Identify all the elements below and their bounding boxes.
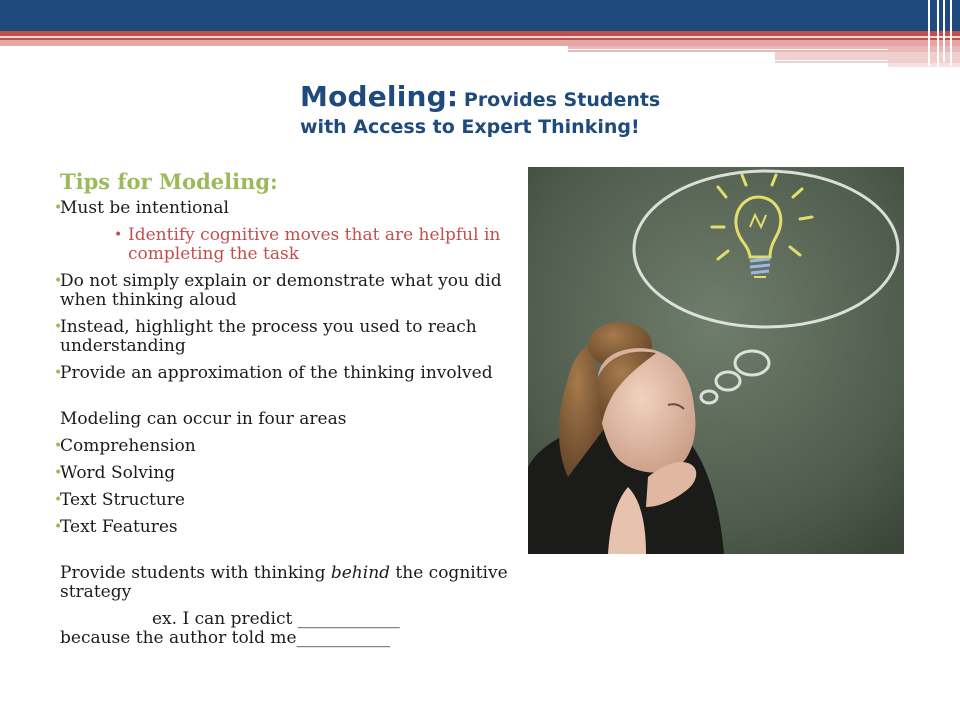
bullet-icon: • <box>54 492 63 508</box>
bullet-item <box>54 317 520 356</box>
bullet-item <box>54 363 520 383</box>
header-band-step <box>775 52 960 63</box>
header-band-highlight <box>0 36 960 38</box>
spacer <box>60 391 520 410</box>
bullet-icon: • <box>54 273 63 289</box>
closing-text: Provide students with thinking <box>60 563 331 583</box>
thinking-girl-photo <box>528 167 904 554</box>
bullet-text: Do not simply explain or demonstrate what you did when thinking aloud <box>60 271 502 310</box>
slide-body <box>54 169 520 656</box>
bullet-text: Text Structure <box>60 490 185 510</box>
bullet-text: Must be intentional <box>60 198 229 218</box>
bullet-text: Instead, highlight the process you used to reach understanding <box>60 317 477 356</box>
bullet-item <box>54 198 520 218</box>
example-line-2: because the author told me___________ <box>60 628 391 648</box>
header-vertical-line <box>937 0 939 70</box>
areas-intro: Modeling can occur in four areas <box>60 409 347 429</box>
bullet-text: Comprehension <box>60 436 196 456</box>
tips-heading: Tips for Modeling: <box>60 169 278 194</box>
header-vertical-line <box>943 0 945 62</box>
bullet-icon: • <box>54 465 63 481</box>
sub-bullet-item <box>114 225 520 264</box>
example-statement <box>60 610 520 648</box>
header-band-divider <box>775 60 888 61</box>
bullet-item <box>54 490 520 510</box>
bullet-text: Provide an approximation of the thinking involved <box>60 363 493 383</box>
bullet-item <box>54 463 520 483</box>
bullet-item <box>54 271 520 310</box>
closing-statement <box>60 564 520 602</box>
closing-text: the cognitive strategy <box>60 563 508 602</box>
bullet-icon: • <box>54 438 63 454</box>
bullet-icon: • <box>54 319 63 335</box>
title-sub: Provides Students <box>463 89 661 111</box>
header-vertical-line <box>928 0 930 66</box>
title-line2: with Access to Expert Thinking! <box>300 116 640 138</box>
closing-emphasis: behind <box>330 563 391 583</box>
header-vertical-line <box>950 0 952 66</box>
title-main: Modeling: <box>300 80 459 113</box>
bullet-item <box>54 436 520 456</box>
bullet-icon: • <box>54 519 63 535</box>
photo-illustration <box>528 167 904 554</box>
bullet-text: Word Solving <box>60 463 176 483</box>
header-band-divider <box>568 49 888 50</box>
spacer <box>60 545 520 564</box>
bullet-text: Text Features <box>60 517 178 537</box>
header-band-blue <box>0 0 960 31</box>
bullet-icon: • <box>54 365 63 381</box>
bullet-item <box>54 517 520 537</box>
bullet-text: Identify cognitive moves that are helpful in completing the task <box>128 225 501 264</box>
bullet-icon: • <box>54 200 63 216</box>
bullet-icon: • <box>114 227 123 243</box>
slide-title <box>300 80 920 138</box>
example-line-1: ex. I can predict ____________ <box>152 609 400 629</box>
